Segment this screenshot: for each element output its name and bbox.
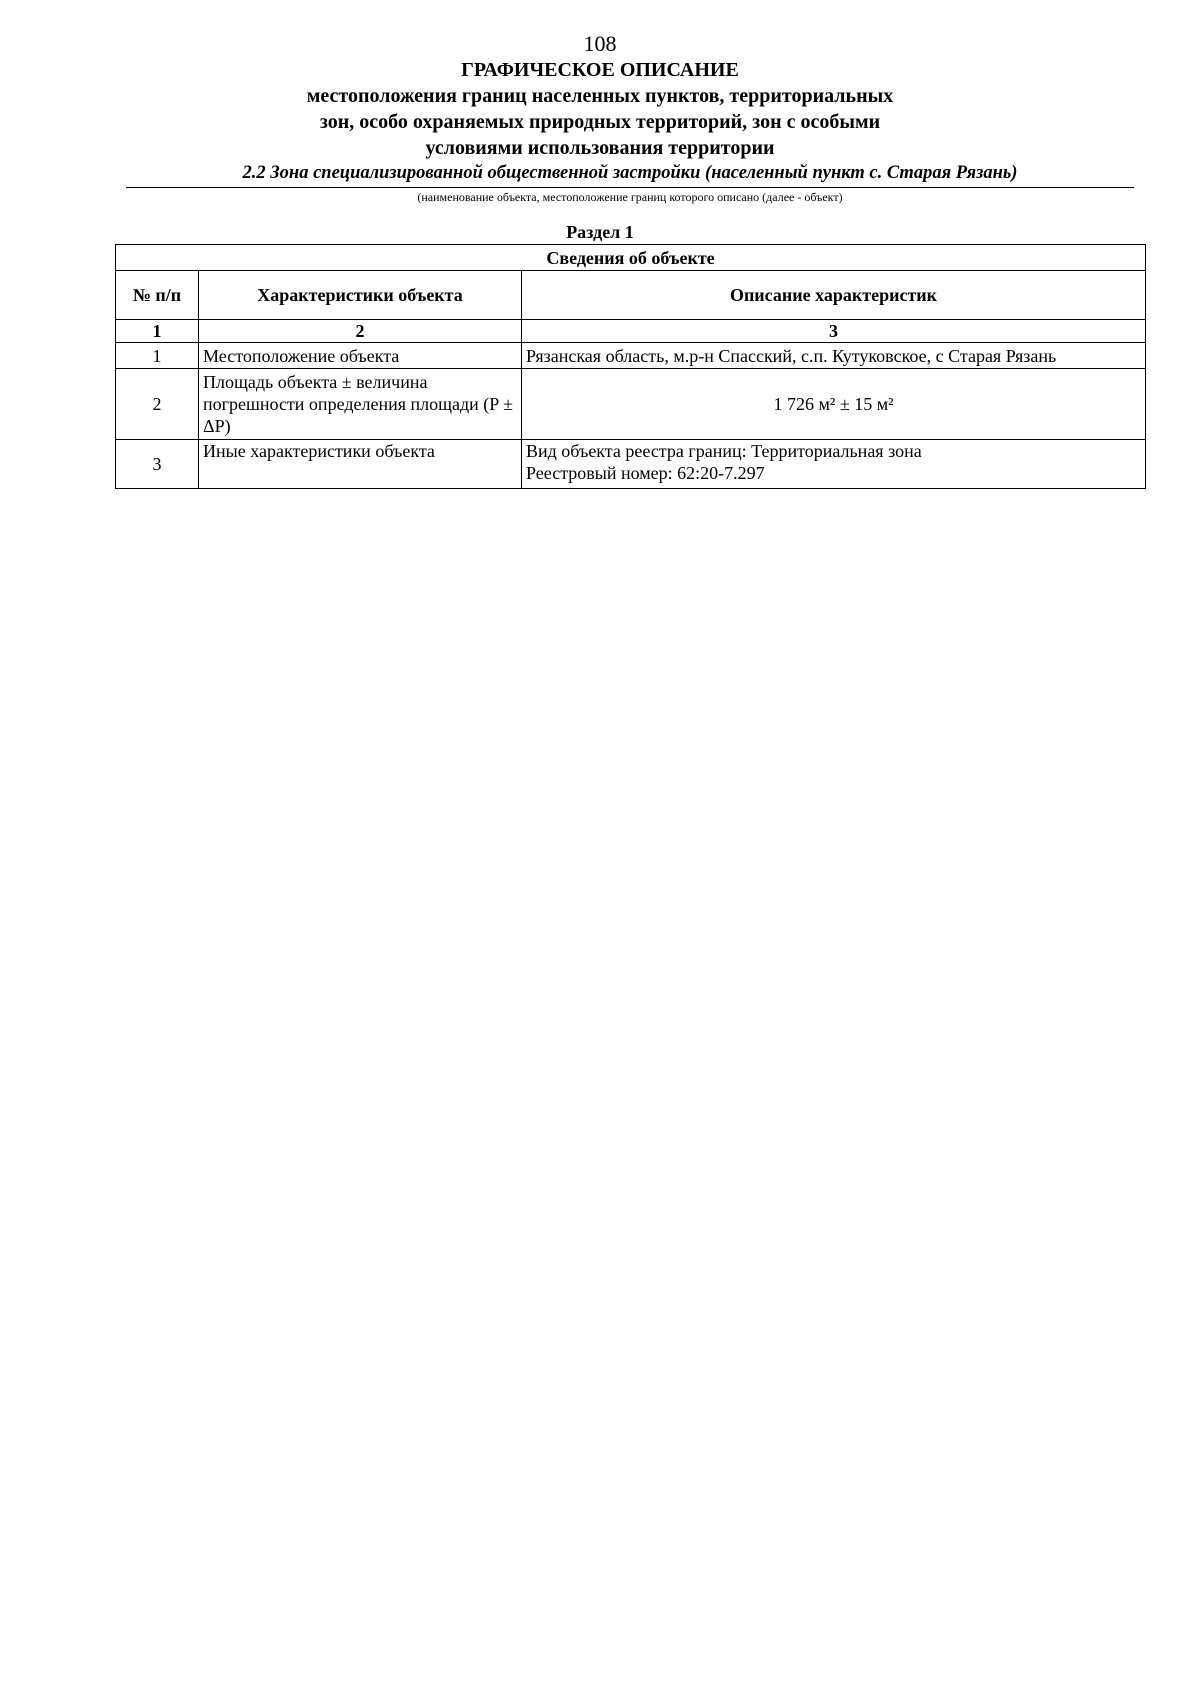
header-description: Описание характеристик xyxy=(522,271,1146,320)
column-number: 1 xyxy=(116,320,199,343)
table-row xyxy=(116,343,1146,369)
table-caption-row xyxy=(116,245,1146,271)
page-number: 108 xyxy=(583,31,617,56)
section-title: Раздел 1 xyxy=(566,222,634,242)
column-number-row xyxy=(116,320,1146,343)
row-number: 1 xyxy=(116,343,199,369)
column-number: 3 xyxy=(522,320,1146,343)
description-line: Реестровый номер: 62:20-7.297 xyxy=(526,463,765,483)
row-description xyxy=(522,440,1146,489)
table-header-row xyxy=(116,271,1146,320)
header-num: № п/п xyxy=(116,271,199,320)
row-number: 2 xyxy=(116,369,199,440)
header-characteristics: Характеристики объекта xyxy=(199,271,522,320)
table-row xyxy=(116,440,1146,489)
row-description xyxy=(522,369,1146,440)
description-line: 1 726 м² ± 15 м² xyxy=(773,394,894,414)
object-name: 2.2 Зона специализированной общественной застройки (населенный пункт с. Старая Рязань) xyxy=(242,163,1018,183)
row-description xyxy=(522,343,1146,369)
description-line: Вид объекта реестра границ: Территориальная зона xyxy=(526,441,922,461)
table-row xyxy=(116,369,1146,440)
object-name-underline xyxy=(126,187,1134,188)
row-number: 3 xyxy=(116,440,199,489)
title-line: условиями использования территории xyxy=(425,137,775,159)
table-caption: Сведения об объекте xyxy=(116,245,1146,271)
description-line: Рязанская область, м.р-н Спасский, с.п. Кутуковское, с Старая Рязань xyxy=(526,345,1057,366)
row-characteristic: Местоположение объекта xyxy=(199,343,522,369)
title-line: местоположения границ населенных пунктов, территориальных xyxy=(306,85,894,107)
title-line: зон, особо охраняемых природных территорий, зон с особыми xyxy=(319,111,881,133)
title-line: ГРАФИЧЕСКОЕ ОПИСАНИЕ xyxy=(461,59,739,81)
column-number: 2 xyxy=(199,320,522,343)
row-characteristic: Площадь объекта ± величина погрешности определения площади (P ± ΔP) xyxy=(199,369,522,440)
row-characteristic: Иные характеристики объекта xyxy=(199,440,522,489)
object-name-caption: (наименование объекта, местоположение границ которого описано (далее - объект) xyxy=(417,190,843,204)
document-title xyxy=(0,57,1200,161)
object-info-table xyxy=(115,244,1146,489)
